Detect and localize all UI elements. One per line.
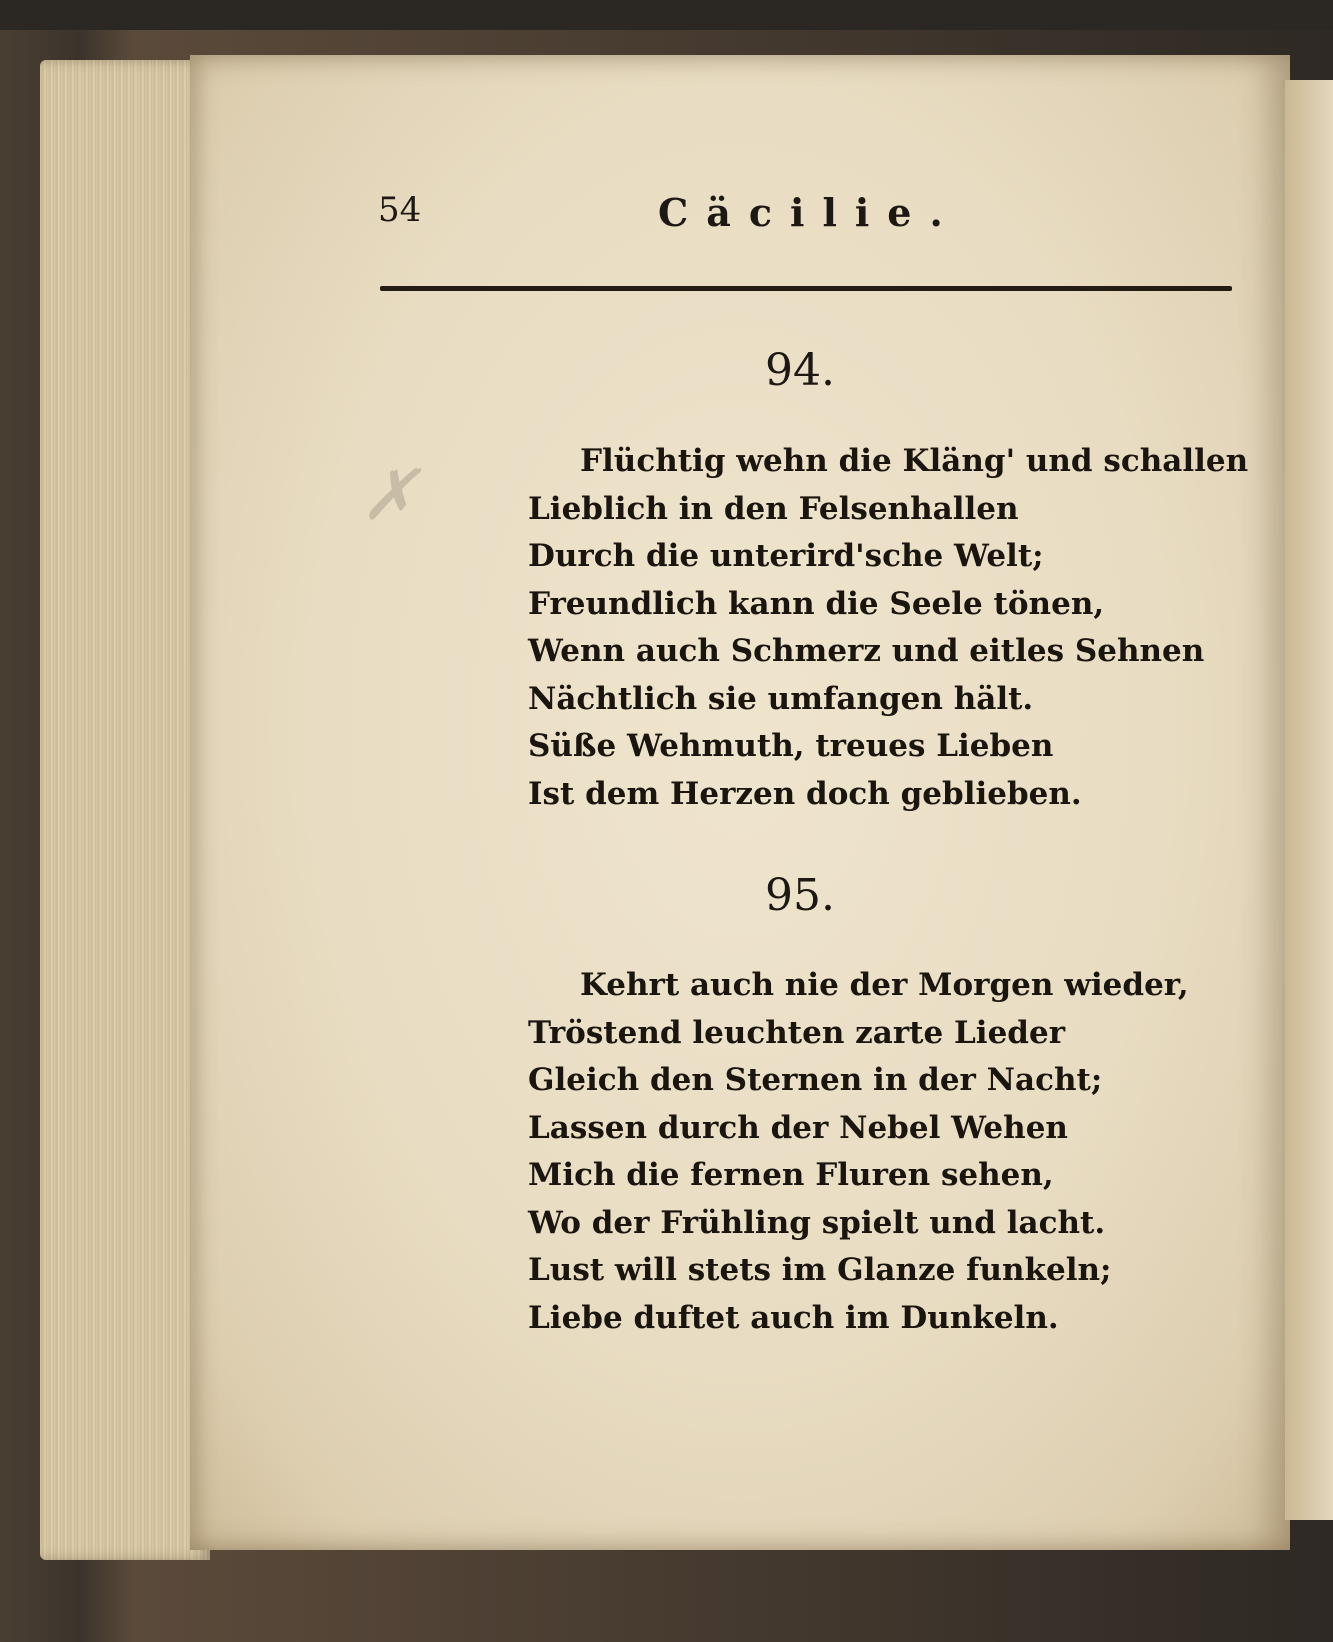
poem-line: Wo der Frühling spielt und lacht. [528,1204,1106,1241]
pencil-mark-icon: ✗ [360,454,419,536]
poem-line: Lust will stets im Glanze funkeln; [528,1252,1112,1288]
page-edges [40,60,210,1560]
running-title: Cäcilie. [658,190,961,235]
page-number: 54 [378,190,422,230]
poem-line: Liebe duftet auch im Dunkeln. [528,1299,1059,1336]
poem-line: Lassen durch der Nebel Wehen [528,1109,1068,1146]
poem-line: Kehrt auch nie der Morgen wieder, [580,967,1189,1003]
poem-number: 95. [765,870,835,921]
poem-line: Durch die unterird'sche Welt; [528,538,1044,574]
poem-94 [528,438,1249,818]
poem-line: Lieblich in den Felsenhallen [528,490,1019,527]
poem-line: Gleich den Sternen in der Nacht; [528,1062,1103,1098]
poem-line: Freundlich kann die Seele tönen, [528,585,1105,622]
poem-line: Tröstend leuchten zarte Lieder [528,1014,1066,1051]
poem-line: Wenn auch Schmerz und eitles Sehnen [528,633,1205,669]
header-rule [380,286,1232,291]
poem-line: Flüchtig wehn die Kläng' und schallen [580,443,1249,479]
running-head [378,190,1228,240]
poem-line: Süße Wehmuth, treues Lieben [528,728,1054,764]
poem-line: Ist dem Herzen doch geblieben. [528,775,1082,812]
poem-line: Nächtlich sie umfangen hält. [528,680,1034,717]
facing-page-edge [1285,80,1333,1520]
poem-number: 94. [765,345,835,396]
poem-line: Mich die fernen Fluren sehen, [528,1157,1054,1193]
poem-95 [528,962,1188,1342]
